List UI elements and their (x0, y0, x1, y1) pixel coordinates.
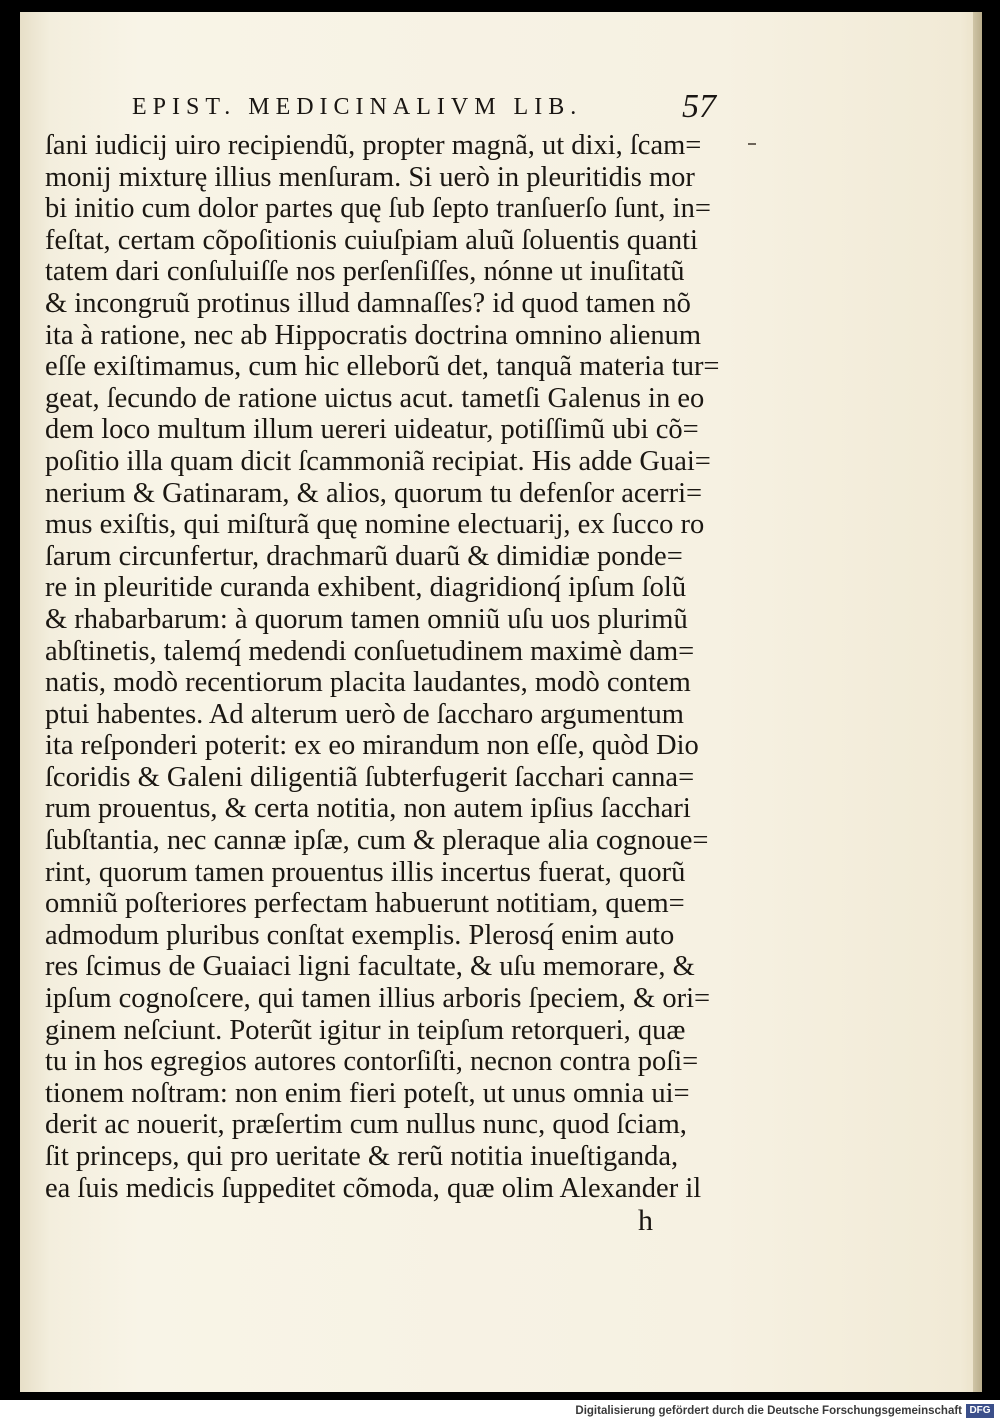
running-head (120, 88, 740, 128)
text-line: geat, ſecundo de ratione uictus acut. tametſi Galenus in eo (45, 382, 705, 414)
text-line: rint, quorum tamen prouentus illis incertus fuerat, quorũ (45, 856, 686, 888)
text-line: ſani iudicij uiro recipiendũ, propter magnã, ut dixi, ſcam= (45, 130, 702, 161)
text-line: ſubſtantia, nec cannæ ipſæ, cum & pleraque alia cognoue= (45, 825, 709, 857)
text-line: ita à ratione, nec ab Hippocratis doctrina omnino alienum (45, 319, 702, 351)
text-line: ita reſponderi poterit: ex eo mirandum non eſſe, quòd Dio (45, 730, 699, 762)
text-line: poſitio illa quam dicit ſcammoniã recipiat. His adde Guai= (45, 445, 711, 477)
text-line: res ſcimus de Guaiaci ligni facultate, & uſu memorare, & (45, 951, 695, 983)
page-edge (973, 12, 982, 1392)
text-line: admodum pluribus conſtat exemplis. Plerosq́ enim auto (45, 919, 675, 951)
body-text (45, 130, 765, 1204)
text-line: ipſum cognoſcere, qui tamen illius arboris ſpeciem, & ori= (45, 983, 711, 1015)
text-line: natis, modò recentiorum placita laudantes, modò contem (45, 667, 691, 699)
footer-bar (0, 1400, 1000, 1423)
text-line: monij mixturę illius menſuram. Si uerò in pleuritidis mor (45, 161, 695, 193)
text-line: mus exiſtis, qui miſturã quę nomine electuarij, ex ſucco ro (45, 509, 705, 541)
text-line: derit ac nouerit, præſertim cum nullus nunc, quod ſciam, (45, 1109, 687, 1141)
catchword: h (638, 1204, 653, 1237)
text-line: ginem neſciunt. Poterũt igitur in teipſum retorqueri, quæ (45, 1014, 686, 1046)
text-line: ptui habentes. Ad alterum uerò de ſaccharo argumentum (45, 698, 684, 730)
funding-credit (575, 1404, 994, 1418)
credit-text: Digitalisierung gefördert durch die Deutsche Forschungsgemeinschaft (575, 1405, 962, 1417)
text-line: omniũ poſteriores perfectam habuerunt notitiam, quem= (45, 888, 685, 920)
text-line: dem loco multum illum uereri uideatur, potiſſimũ ubi cõ= (45, 414, 699, 446)
running-title: EPIST. MEDICINALIVM LIB. (132, 94, 583, 120)
text-line: ſit princeps, qui pro ueritate & rerũ notitia inueſtiganda, (45, 1141, 679, 1172)
text-line: rum prouentus, & certa notitia, non autem ipſius ſacchari (45, 793, 691, 825)
dfg-logo: DFG (966, 1404, 994, 1418)
page-number: 57 (682, 88, 716, 125)
text-line: abſtinetis, talemq́ medendi conſuetudinem maximè dam= (45, 635, 695, 667)
text-line: eſſe exiſtimamus, cum hic elleborũ det, tanquã materia tur= (45, 351, 720, 383)
text-line: ſcoridis & Galeni diligentiã ſubterfugerit ſacchari canna= (45, 761, 695, 793)
text-line: tionem noſtram: non enim fieri poteſt, ut unus omnia ui= (45, 1077, 690, 1109)
text-line: tatem dari conſuluiſſe nos perſenſiſſes, nónne ut inuſitatũ (45, 256, 685, 288)
text-line: tu in hos egregios autores contorſiſti, necnon contra poſi= (45, 1046, 699, 1078)
text-line: feſtat, certam cõpoſitionis cuiuſpiam aluũ ſoluentis quanti (45, 224, 698, 256)
text-line: bi initio cum dolor partes quę ſub ſepto tranſuerſo ſunt, in= (45, 193, 711, 225)
text-line: ſarum circunfertur, drachmarũ duarũ & dimidiæ ponde= (45, 540, 683, 572)
text-line: re in pleuritide curanda exhibent, diagridionq́ ipſum ſolũ (45, 572, 687, 604)
text-line: & rhabarbarum: à quorum tamen omniũ uſu uos plurimũ (45, 603, 688, 635)
text-line: & incongruũ protinus illud damnaſſes? id quod tamen nõ (45, 287, 691, 319)
text-line: nerium & Gatinaram, & alios, quorum tu defenſor acerri= (45, 477, 703, 509)
text-line: ea ſuis medicis ſuppeditet cõmoda, quæ olim Alexander il (45, 1172, 702, 1204)
